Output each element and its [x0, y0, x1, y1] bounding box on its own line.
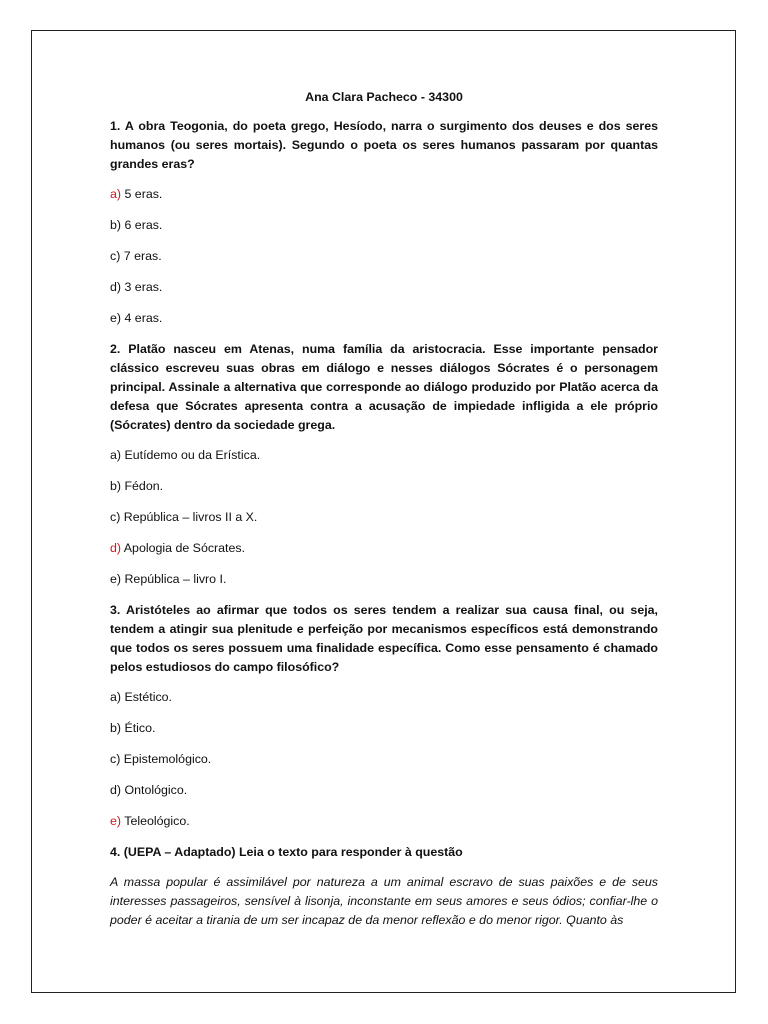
option-letter: d): [110, 280, 122, 294]
q1-option-e: [110, 309, 658, 328]
q3-option-e: [110, 812, 658, 831]
option-text: 5 eras.: [121, 187, 163, 201]
q3-option-c: [110, 750, 658, 769]
option-letter: c): [110, 510, 121, 524]
option-letter: b): [110, 218, 122, 232]
option-text: 6 eras.: [121, 218, 163, 232]
option-letter: c): [110, 249, 121, 263]
q2-option-d: [110, 539, 658, 558]
option-letter: b): [110, 479, 122, 493]
option-text: Ético.: [121, 721, 156, 735]
option-letter: e): [110, 814, 122, 828]
q1-option-c: [110, 247, 658, 266]
option-text: República – livro I.: [121, 572, 227, 586]
q1-option-b: [110, 216, 658, 235]
option-text: Ontológico.: [121, 783, 188, 797]
q1-option-a: [110, 185, 658, 204]
q2-option-a: [110, 446, 658, 465]
option-text: Fédon.: [121, 479, 164, 493]
option-letter: c): [110, 752, 121, 766]
q2-option-b: [110, 477, 658, 496]
option-letter: e): [110, 311, 122, 325]
option-text: Epistemológico.: [120, 752, 212, 766]
option-text: Teleológico.: [121, 814, 190, 828]
q3-option-b: [110, 719, 658, 738]
document-content: [110, 88, 658, 930]
option-letter: d): [110, 783, 122, 797]
option-text: 3 eras.: [121, 280, 163, 294]
option-text: República – livros II a X.: [120, 510, 258, 524]
q4-passage: A massa popular é assimilável por natureza a um animal escravo de suas paixões e de seus interesses passageiros, sensível à lisonja, inconstante em seus amores e seus ódios; confiar-lhe o poder é aceitar a tirania de um ser incapaz de da menor reflexão e do menor rigor. Quanto às: [110, 875, 658, 927]
question-4: 4. (UEPA – Adaptado) Leia o texto para responder à questão: [110, 845, 463, 859]
option-letter: a): [110, 690, 122, 704]
q1-option-d: [110, 278, 658, 297]
q3-option-a: [110, 688, 658, 707]
option-text: 7 eras.: [120, 249, 162, 263]
option-letter: b): [110, 721, 122, 735]
option-letter: a): [110, 187, 122, 201]
question-2: 2. Platão nasceu em Atenas, numa família da aristocracia. Esse importante pensador clássico escreveu suas obras em diálogo e nesses diálogos Sócrates é o personagem principal. Assinale a alternativa que corresponde ao diálogo produzido por Platão acerca da defesa que Sócrates apresenta contra a acusação de impiedade infligida a ele próprio (Sócrates) dentro da sociedade grega.: [110, 342, 658, 432]
question-1: 1. A obra Teogonia, do poeta grego, Hesíodo, narra o surgimento dos deuses e dos seres humanos (ou seres mortais). Segundo o poeta os seres humanos passaram por quantas grandes eras?: [110, 119, 658, 171]
option-text: 4 eras.: [121, 311, 163, 325]
q2-option-c: [110, 508, 658, 527]
question-3: 3. Aristóteles ao afirmar que todos os seres tendem a realizar sua causa final, ou seja, tendem a atingir sua plenitude e perfeição por mecanismos específicos está demonstrando que todos os seres possuem uma finalidade específica. Como esse pensamento é chamado pelos estudiosos do campo filosófico?: [110, 603, 658, 674]
q3-option-d: [110, 781, 658, 800]
option-letter: a): [110, 448, 122, 462]
document-title: Ana Clara Pacheco - 34300: [305, 90, 463, 104]
q2-option-e: [110, 570, 658, 589]
option-text: Apologia de Sócrates.: [121, 541, 246, 555]
option-letter: d): [110, 541, 122, 555]
option-text: Estético.: [121, 690, 172, 704]
option-letter: e): [110, 572, 122, 586]
option-text: Eutídemo ou da Erística.: [121, 448, 261, 462]
